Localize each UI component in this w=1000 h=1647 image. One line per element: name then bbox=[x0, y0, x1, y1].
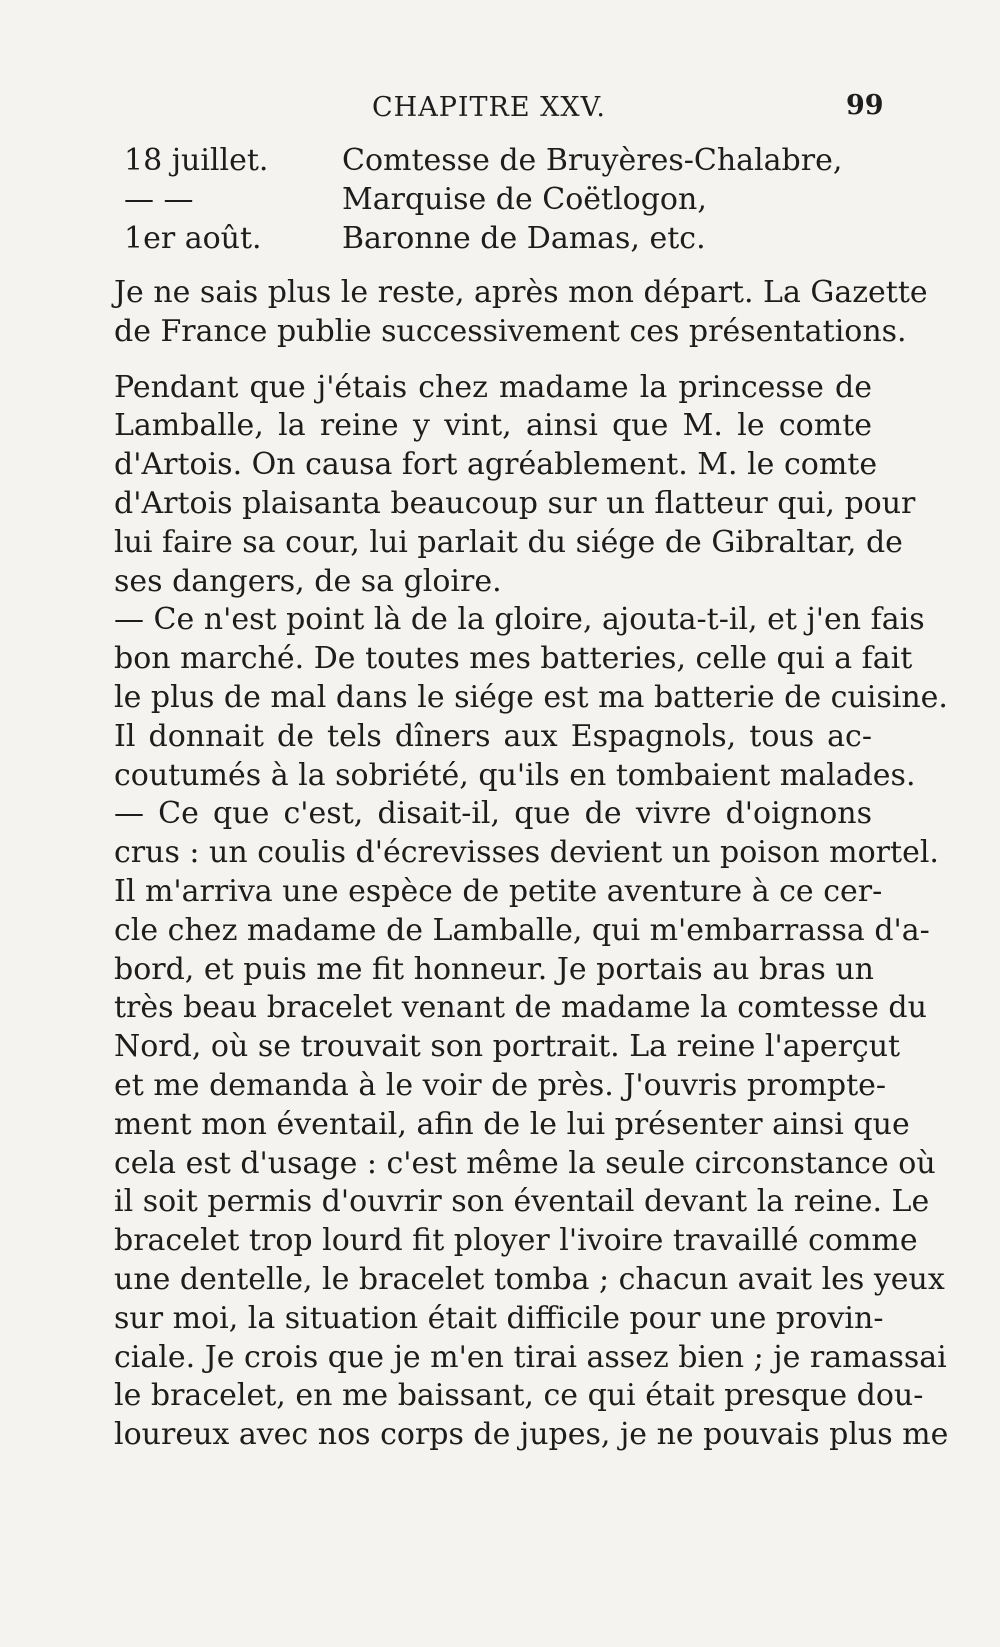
presentation-entry bbox=[124, 143, 904, 182]
text-line: — Ce que c'est, disait-il, que de vivre d'oignons bbox=[114, 796, 872, 832]
text-line: Il m'arriva une espèce de petite aventure à ce cer- bbox=[114, 873, 883, 909]
text-line: Je ne sais plus le reste, après mon départ. La Gazette bbox=[114, 275, 928, 310]
text-line: le bracelet, en me baissant, ce qui était presque dou- bbox=[114, 1378, 924, 1414]
text-line: une dentelle, le bracelet tomba ; chacun avait les yeux bbox=[114, 1261, 945, 1297]
entry-date: 18 juillet. bbox=[124, 143, 269, 178]
paragraph bbox=[114, 274, 928, 352]
text-line: le plus de mal dans le siége est ma batterie de cuisine. bbox=[114, 679, 948, 715]
paragraph bbox=[114, 369, 949, 1455]
presentation-list bbox=[124, 143, 904, 260]
text-line: bord, et puis me fit honneur. Je portais au bras un bbox=[114, 951, 874, 987]
entry-name: Baronne de Damas, etc. bbox=[342, 221, 706, 256]
text-line: cle chez madame de Lamballe, qui m'embarrassa d'a- bbox=[114, 912, 930, 948]
text-line: coutumés à la sobriété, qu'ils en tombaient malades. bbox=[114, 757, 916, 793]
presentation-entry bbox=[124, 221, 904, 260]
text-line: Pendant que j'étais chez madame la princesse de bbox=[114, 369, 872, 405]
text-line: ciale. Je crois que je m'en tirai assez bien ; je ramassai bbox=[114, 1339, 947, 1375]
running-title: CHAPITRE XXV. bbox=[372, 92, 606, 123]
entry-name: Marquise de Coëtlogon, bbox=[342, 182, 707, 217]
text-line: d'Artois. On causa fort agréablement. M. le comte bbox=[114, 447, 878, 483]
page-number: 99 bbox=[846, 90, 884, 121]
text-line: bon marché. De toutes mes batteries, celle qui a fait bbox=[114, 641, 913, 677]
text-line: bracelet trop lourd fit ployer l'ivoire travaillé comme bbox=[114, 1223, 918, 1259]
text-line: il soit permis d'ouvrir son éventail devant la reine. Le bbox=[114, 1184, 930, 1220]
text-line: ment mon éventail, afin de le lui présenter ainsi que bbox=[114, 1106, 910, 1142]
page-header bbox=[0, 92, 1000, 132]
body-text bbox=[114, 274, 949, 1455]
text-line: sur moi, la situation était difficile pour une provin- bbox=[114, 1300, 884, 1336]
text-line: lui faire sa cour, lui parlait du siége de Gibraltar, de bbox=[114, 524, 903, 560]
presentation-entry bbox=[124, 182, 904, 221]
text-line: loureux avec nos corps de jupes, je ne pouvais plus me bbox=[114, 1417, 949, 1453]
text-line: d'Artois plaisanta beaucoup sur un flatteur qui, pour bbox=[114, 485, 916, 521]
entry-date: 1er août. bbox=[124, 221, 262, 256]
text-line: crus : un coulis d'écrevisses devient un poison mortel. bbox=[114, 835, 939, 871]
text-line: et me demanda à le voir de près. J'ouvris prompte- bbox=[114, 1067, 887, 1103]
text-line: de France publie successivement ces présentations. bbox=[114, 313, 907, 349]
text-line: — Ce n'est point là de la gloire, ajouta-t-il, et j'en fais bbox=[114, 602, 925, 638]
text-line: ses dangers, de sa gloire. bbox=[114, 563, 502, 599]
text-line: Nord, où se trouvait son portrait. La reine l'aperçut bbox=[114, 1029, 901, 1065]
entry-date: — — bbox=[124, 182, 194, 217]
text-line: cela est d'usage : c'est même la seule circonstance où bbox=[114, 1145, 936, 1181]
text-line: Lamballe, la reine y vint, ainsi que M. le comte bbox=[114, 408, 872, 444]
text-line: Il donnait de tels dîners aux Espagnols, tous ac- bbox=[114, 718, 872, 754]
text-line: très beau bracelet venant de madame la comtesse du bbox=[114, 990, 927, 1026]
entry-name: Comtesse de Bruyères-Chalabre, bbox=[342, 143, 843, 178]
